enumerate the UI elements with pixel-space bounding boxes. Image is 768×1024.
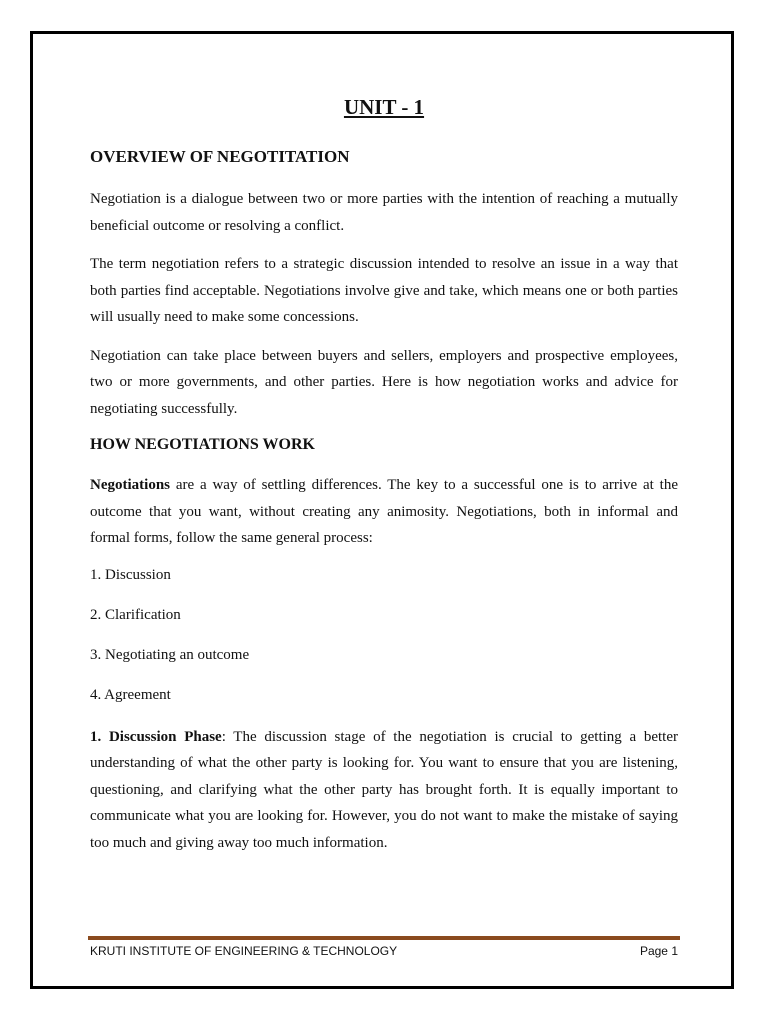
discussion-phase-paragraph — [90, 724, 678, 857]
discussion-phase-text: : The discussion stage of the negotiation is crucial to getting a better understanding of what the other party is looking for. You want to ensure that you are listening, questioning, and clarifying what the other party has brought forth. It is equally important to communicate what you are looking for. However, you do not want to make the mistake of saying too much and giving away too much information. — [90, 728, 678, 851]
footer-institute: KRUTI INSTITUTE OF ENGINEERING & TECHNOLOGY — [90, 944, 398, 958]
overview-paragraph-2: The term negotiation refers to a strategic discussion intended to resolve an issue in a way that both parties find acceptable. Negotiations involve give and take, which means one or both parties will usually need to make some concessions. — [90, 256, 678, 325]
process-step-2: 2. Clarification — [90, 606, 181, 623]
footer-page-number: Page 1 — [639, 944, 678, 958]
unit-title: UNIT - 1 — [343, 95, 425, 119]
how-negotiations-work-heading: HOW NEGOTIATIONS WORK — [90, 436, 315, 453]
negotiations-intro-paragraph — [90, 472, 678, 552]
document-body — [90, 94, 678, 868]
page-footer — [90, 943, 678, 959]
discussion-phase-bold: 1. Discussion Phase — [90, 728, 222, 745]
overview-paragraph-3: Negotiation can take place between buyers and sellers, employers and prospective employees, two or more governments, and other parties. Here is how negotiation works and advice for negotiating successfully. — [90, 347, 678, 417]
process-step-4: 4. Agreement — [90, 686, 171, 703]
process-step-3: 3. Negotiating an outcome — [90, 646, 250, 663]
negotiations-intro-bold: Negotiations — [90, 477, 170, 493]
overview-heading: OVERVIEW OF NEGOTITATION — [90, 147, 350, 166]
negotiations-intro-text: are a way of settling differences. The key to a successful one is to arrive at the outcome that you want, without creating any animosity. Negotiations, both in informal and formal forms, follow the same general process: — [90, 477, 678, 546]
footer-rule — [88, 936, 680, 940]
overview-paragraph-1: Negotiation is a dialogue between two or more parties with the intention of reaching a mutually beneficial outcome or resolving a conflict. — [90, 191, 678, 234]
process-step-1: 1. Discussion — [90, 566, 171, 583]
